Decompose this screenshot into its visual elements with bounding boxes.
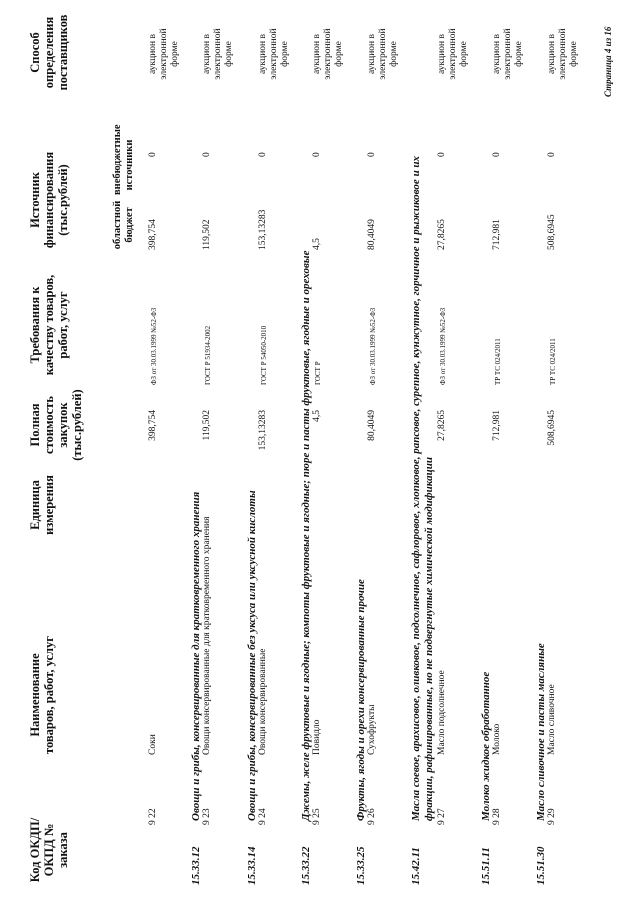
row-name: Соки bbox=[148, 734, 158, 755]
row-number: 9 27 bbox=[437, 808, 447, 825]
row-requirements: ГОСТ Р 51934-2002 bbox=[204, 325, 212, 385]
row-requirements: ФЗ от 30.03.1999 №52-ФЗ bbox=[439, 307, 447, 385]
section-code: 15.51.30 bbox=[535, 846, 547, 885]
row-method: аукцион в электронной форме bbox=[202, 28, 234, 80]
row-name: Масло подсолнечное bbox=[437, 670, 447, 755]
section-code: 15.51.11 bbox=[480, 847, 492, 885]
section-title: Фрукты, ягоды и орехи консервированные прочие bbox=[355, 579, 367, 821]
section-title: Масло сливочное и пасты масляные bbox=[535, 643, 547, 821]
row-funding-extra: 0 bbox=[312, 152, 322, 157]
row-requirements: ФЗ от 30.03.1999 №52-ФЗ bbox=[150, 307, 158, 385]
row-cost: 119,502 bbox=[202, 410, 212, 441]
section-title: Овощи и грибы, консервированные для кратковременного хранения bbox=[190, 491, 202, 821]
row-funding-regional: 508,6945 bbox=[547, 214, 557, 250]
section-title: Джемы, желе фруктовые и ягодные; компоты фруктовые и ягодные; пюре и пасты фруктовые, ягодные и ореховые bbox=[300, 250, 312, 821]
row-funding-regional: 398,754 bbox=[148, 219, 158, 250]
header-name: Наименование товаров, работ, услуг bbox=[28, 636, 56, 754]
header-code: Код ОКДП/ ОКПД № заказа bbox=[28, 817, 70, 883]
row-number: 9 28 bbox=[492, 808, 502, 825]
row-method: аукцион в электронной форме bbox=[437, 28, 469, 80]
section-code: 15.33.12 bbox=[190, 846, 202, 885]
row-cost: 508,6945 bbox=[547, 410, 557, 446]
row-method: аукцион в электронной форме bbox=[312, 28, 344, 80]
row-requirements: ТР ТС 024/2011 bbox=[494, 338, 502, 385]
section-code: 15.33.22 bbox=[300, 846, 312, 885]
row-name: Молоко bbox=[492, 723, 502, 755]
row-funding-regional: 712,981 bbox=[492, 219, 502, 250]
row-cost: 712,981 bbox=[492, 410, 502, 441]
section-code: 15.33.14 bbox=[246, 846, 258, 885]
section-code: 15.42.11 bbox=[410, 847, 422, 885]
row-cost: 398,754 bbox=[148, 410, 158, 441]
section-title: Масла соевое, арахисовое, оливковое, подсолнечное, сафлоровое, хлопковое, рапсовое, сурепное, кунжутное, горчичное и рыжиковое и их bbox=[410, 155, 422, 821]
row-method: аукцион в электронной форме bbox=[258, 28, 290, 80]
row-funding-extra: 0 bbox=[202, 152, 212, 157]
row-funding-regional: 80,4049 bbox=[367, 219, 377, 250]
section-title: Овощи и грибы, консервированные без уксуса или уксусной кислоты bbox=[246, 490, 258, 821]
section-title-continued: фракции, рафинированные, но не подвергнутые химической модификации bbox=[423, 457, 435, 821]
header-method: Способ определения поставщиков bbox=[28, 14, 70, 91]
header-funding-regional: областной бюджет bbox=[112, 200, 135, 250]
row-funding-regional: 27,8265 bbox=[437, 219, 447, 250]
section-code: 15.33.25 bbox=[355, 846, 367, 885]
section-title: Молоко жидкое обработанное bbox=[480, 671, 492, 821]
row-funding-extra: 0 bbox=[492, 152, 502, 157]
row-number: 9 23 bbox=[202, 808, 212, 825]
header-requirements: Требования к качеству товаров, работ, услуг bbox=[28, 274, 70, 376]
row-cost: 80,4049 bbox=[367, 410, 377, 441]
row-method: аукцион в электронной форме bbox=[547, 28, 579, 80]
row-funding-regional: 119,502 bbox=[202, 219, 212, 250]
row-requirements: ГОСТ Р bbox=[314, 361, 322, 385]
row-number: 9 29 bbox=[547, 808, 557, 825]
row-funding-regional: 153,13283 bbox=[258, 209, 268, 250]
row-name: Сухофрукты bbox=[367, 704, 377, 755]
row-number: 9 26 bbox=[367, 808, 377, 825]
row-requirements: ГОСТ Р 54050-2010 bbox=[260, 325, 268, 385]
row-requirements: ТР ТС 024/2011 bbox=[549, 338, 557, 385]
row-cost: 153,13283 bbox=[258, 410, 268, 451]
row-funding-extra: 0 bbox=[437, 152, 447, 157]
row-name: Овощи консервированные для кратковременного хранения bbox=[202, 516, 212, 755]
row-number: 9 24 bbox=[258, 808, 268, 825]
row-method: аукцион в электронной форме bbox=[492, 28, 524, 80]
row-name: Овощи консервированные bbox=[258, 648, 268, 755]
row-funding-extra: 0 bbox=[258, 152, 268, 157]
row-funding-extra: 0 bbox=[547, 152, 557, 157]
row-funding-extra: 0 bbox=[367, 152, 377, 157]
header-unit: Единица измерения bbox=[28, 475, 56, 535]
row-requirements: ФЗ от 30.03.1999 №52-ФЗ bbox=[369, 307, 377, 385]
row-number: 9 22 bbox=[148, 808, 158, 825]
header-funding: Источник финансирования (тыс.рублей) bbox=[28, 151, 70, 249]
page-number: Страница 4 из 16 bbox=[603, 26, 613, 97]
row-name: Повидло bbox=[312, 719, 322, 755]
row-funding-regional: 4,5 bbox=[312, 238, 322, 250]
header-funding-extra: внебюджетные источники bbox=[112, 124, 135, 195]
row-method: аукцион в электронной форме bbox=[367, 28, 399, 80]
row-name: Масло сливочное bbox=[547, 684, 557, 755]
row-method: аукцион в электронной форме bbox=[148, 28, 180, 80]
row-cost: 27,8265 bbox=[437, 410, 447, 441]
row-cost: 4,5 bbox=[312, 410, 322, 422]
row-funding-extra: 0 bbox=[148, 152, 158, 157]
header-cost: Полная стоимость закупок (тыс.рублей) bbox=[28, 389, 84, 461]
row-number: 9 25 bbox=[312, 808, 322, 825]
